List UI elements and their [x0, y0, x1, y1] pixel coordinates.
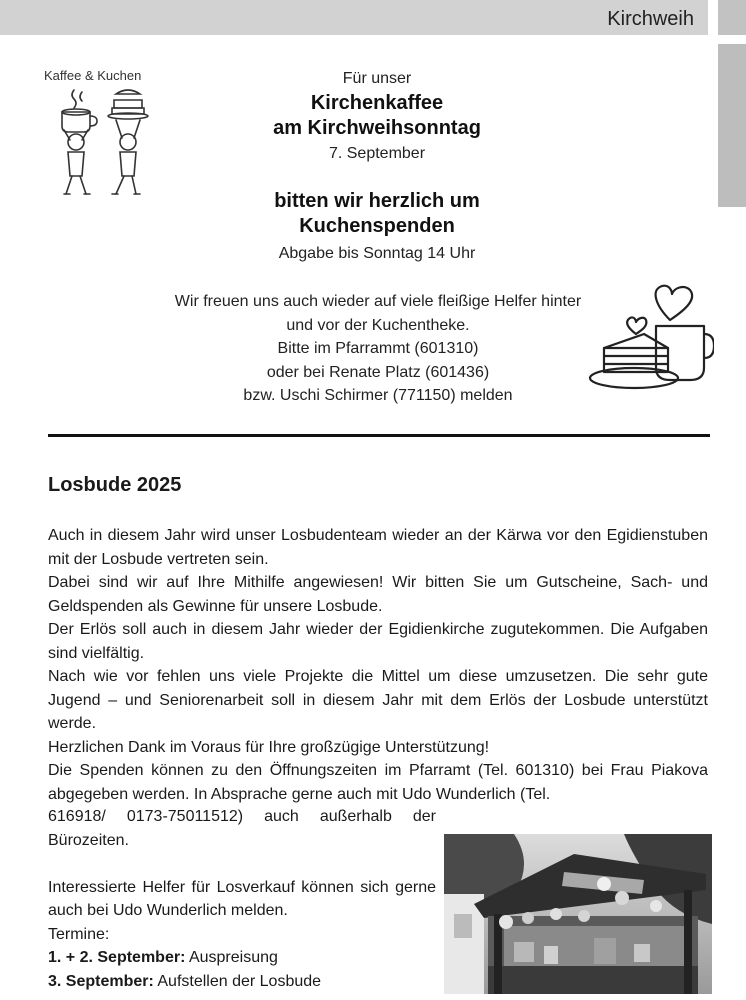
termin-task: Aufstellen der Losbude	[157, 972, 322, 990]
termin-date: 1. + 2. September:	[48, 949, 186, 966]
termine-label: Termine:	[48, 925, 110, 943]
kaffee-kuchen-logo	[44, 64, 168, 204]
body-paragraph: Auch in diesem Jahr wird unser Losbudenteam wieder an der Kärwa vor den Egidienstuben mit der Losbude vertreten sein.	[48, 527, 708, 568]
side-tab-top	[718, 0, 746, 35]
body-paragraph: Der Erlös soll auch in diesem Jahr wieder der Egidienkirche zugutekommen. Die Aufgaben sind vielfältig.	[48, 621, 708, 662]
helpers-paragraph	[130, 290, 626, 408]
event-date: 7. September	[328, 145, 426, 162]
termin-task: Auspreisung	[188, 949, 278, 966]
body-paragraph: Dabei sind wir auf Ihre Mithilfe angewiesen! Wir bitten Sie um Gutscheine, Sach- und Geldspenden als Gewinne für unsere Losbude.	[48, 574, 708, 615]
losbude-heading: Losbude 2025	[48, 474, 182, 496]
section-divider	[48, 434, 710, 437]
request-line-2: Kuchenspenden	[299, 215, 455, 237]
intro-text: Für unser	[342, 70, 412, 87]
cake-carriers-icon	[44, 86, 154, 200]
helpers-line: bzw. Uschi Schirmer (771150) melden	[243, 387, 513, 404]
termin-date: 3. September:	[48, 972, 154, 990]
helpers-line: Wir freuen uns auch wieder auf viele fleißige Helfer hinter	[174, 293, 582, 310]
body-paragraph: Nach wie vor fehlen uns viele Projekte die Mittel um diese umzusetzen. Die sehr gute Jugend – und Seniorenarbeit soll in diesem Jahr mit dem Erlös der Losbude unterstützt werde.	[48, 668, 708, 732]
body-paragraph: 616918/ 0173-75011512) auch außerhalb der Bürozeiten.	[48, 808, 436, 849]
termin-item	[48, 946, 436, 970]
helpers-line: oder bei Renate Platz (601436)	[266, 363, 490, 381]
side-tab-marker	[718, 44, 746, 207]
logo-label: Kaffee & Kuchen	[44, 68, 142, 83]
section-label: Kirchweih	[607, 8, 694, 30]
request-line-1: bitten wir herzlich um	[274, 190, 480, 212]
body-paragraph: Herzlichen Dank im Voraus für Ihre großzügige Unterstützung!	[48, 738, 490, 756]
title-line-2: am Kirchweihsonntag	[273, 117, 481, 139]
losbude-body-narrow	[48, 805, 436, 993]
termin-item	[48, 970, 436, 994]
helpers-line: Bitte im Pfarrammt (601310)	[277, 340, 479, 357]
losbude-body	[48, 524, 708, 806]
deadline-text: Abgabe bis Sonntag 14 Uhr	[278, 245, 476, 262]
cake-and-cup-icon	[586, 282, 714, 394]
losbude-stand-photo	[444, 834, 712, 994]
title-line-1: Kirchenkaffee	[310, 92, 444, 114]
helpers-note: Interessierte Helfer für Losverkauf können sich gerne auch bei Udo Wunderlich melden.	[48, 878, 436, 919]
helpers-line: und vor der Kuchentheke.	[286, 316, 470, 334]
body-paragraph: Die Spenden können zu den Öffnungszeiten im Pfarramt (Tel. 601310) bei Frau Piakova abgegeben werden. In Absprache gerne auch mit Udo Wunderlich (Tel.	[48, 762, 708, 803]
